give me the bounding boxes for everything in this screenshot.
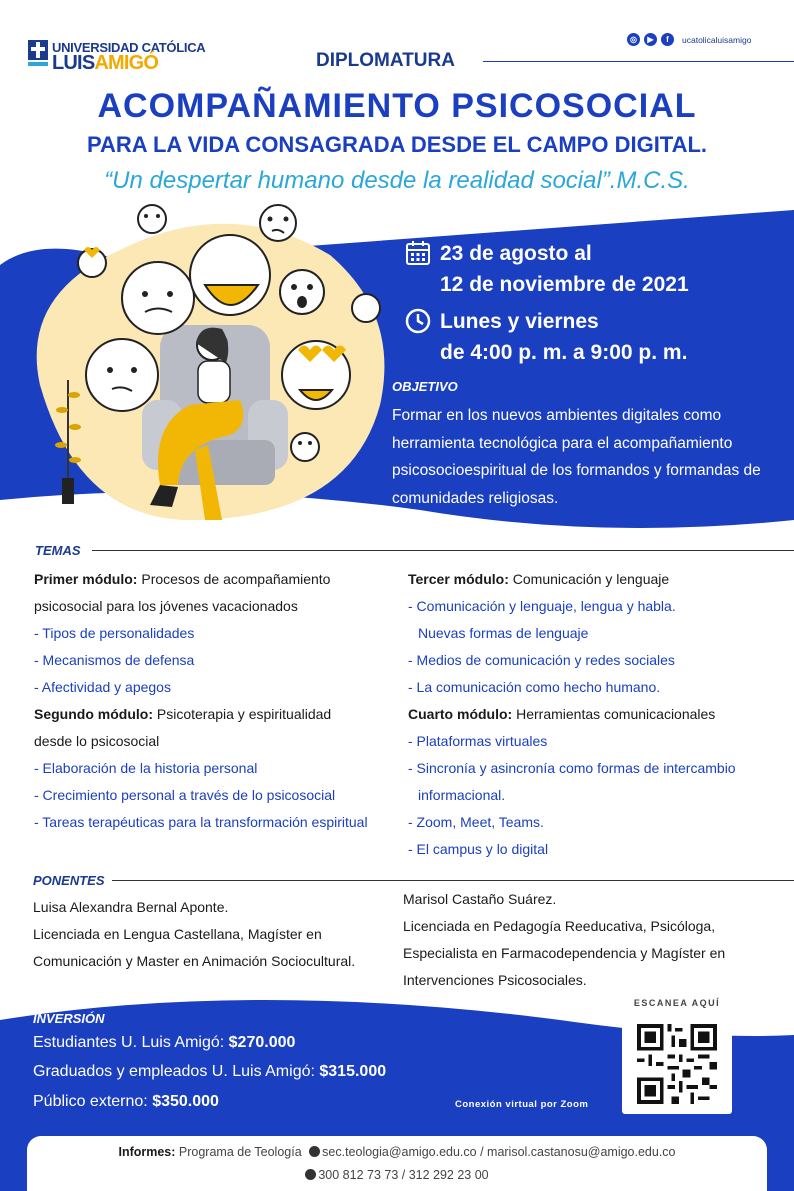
qr-code-icon[interactable]	[637, 1024, 717, 1104]
logo-name: LUISAMIGÓ	[52, 52, 159, 74]
tagline-quote: “Un despertar humano desde la realidad social”.M.C.S.	[104, 167, 690, 194]
schedule-hours	[440, 306, 687, 368]
end-date: 12 de noviembre de 2021	[440, 273, 689, 296]
schedule-dates	[440, 238, 689, 300]
topic-item: - La comunicación como hecho humano.	[408, 679, 661, 695]
divider	[112, 880, 794, 881]
facebook-icon[interactable]: f	[661, 33, 674, 46]
speaker-2-bio-line: Especialista en Farmacodependencia y Magíster en	[403, 945, 726, 961]
speaker-2-name: Marisol Castaño Suárez.	[403, 891, 557, 907]
email-icon	[309, 1146, 320, 1157]
inversion-label: INVERSIÓN	[33, 1011, 105, 1026]
email-link[interactable]: sec.teologia@amigo.edu.co	[322, 1145, 477, 1159]
topic-item: - Crecimiento personal a través de lo psicosocial	[34, 787, 336, 803]
zoom-note: Conexión virtual por Zoom	[455, 1099, 589, 1110]
topic-item: - Afectividad y apegos	[34, 679, 171, 695]
university-logo-icon	[28, 40, 48, 68]
social-links	[627, 33, 751, 46]
phone-icon	[305, 1169, 316, 1180]
price-row: Graduados y empleados U. Luis Amigó: $315.000	[33, 1063, 387, 1080]
module-heading: Segundo módulo: Psicoterapia y espiritualidad	[34, 706, 332, 722]
topic-item: Nuevas formas de lenguaje	[418, 625, 589, 641]
page-subtitle: PARA LA VIDA CONSAGRADA DESDE EL CAMPO DIGITAL.	[86, 132, 708, 157]
topic-item: - Comunicación y lenguaje, lengua y habla.	[408, 598, 676, 614]
topic-item: - Sincronía y asincronía como formas de intercambio	[408, 760, 736, 776]
module-heading: Primer módulo: Procesos de acompañamiento	[34, 571, 331, 587]
ponentes-label: PONENTES	[33, 873, 105, 888]
topic-item: - El campus y lo digital	[408, 841, 549, 857]
email-link[interactable]: marisol.castanosu@amigo.edu.co	[487, 1145, 676, 1159]
temas-left-column	[34, 566, 404, 836]
topic-item: informacional.	[418, 787, 506, 803]
clock-icon	[405, 308, 431, 334]
topic-item: - Tipos de personalidades	[34, 625, 195, 641]
speaker-1	[33, 894, 403, 975]
contact-line: Informes: Programa de Teología sec.teologia@amigo.edu.co / marisol.castanosu@amigo.edu.co	[118, 1145, 676, 1159]
speaker-2-bio-line: Licenciada en Pedagogía Reeducativa, Psicóloga,	[403, 918, 716, 934]
temas-right-column	[408, 566, 788, 863]
module-heading-continued: desde lo psicosocial	[34, 733, 160, 749]
calendar-icon	[405, 240, 431, 266]
phone-numbers[interactable]: 300 812 73 73 / 312 292 23 00	[318, 1168, 489, 1182]
class-days: Lunes y viernes	[440, 310, 599, 333]
divider	[92, 550, 794, 551]
informes-label: Informes:	[118, 1145, 176, 1159]
temas-label: TEMAS	[35, 543, 81, 558]
phone-line	[0, 1168, 794, 1182]
module-heading: Tercer módulo: Comunicación y lenguaje	[408, 571, 670, 587]
objective-label: OBJETIVO	[392, 379, 458, 394]
topic-item: - Medios de comunicación y redes sociales	[408, 652, 675, 668]
topic-item: - Tareas terapéuticas para la transformación espiritual	[34, 814, 368, 830]
logo-university-text: UNIVERSIDAD CATÓLICA	[52, 40, 206, 55]
social-handle: ucatolicaluisamigo	[682, 34, 752, 45]
speaker-2-bio-line: Intervenciones Psicosociales.	[403, 972, 587, 988]
module-heading-continued: psicosocial para los jóvenes vacacionados	[34, 598, 298, 614]
price-row: Público externo: $350.000	[33, 1093, 219, 1110]
qr-caption: ESCANEA AQUÍ	[622, 994, 732, 1012]
topic-item: - Plataformas virtuales	[408, 733, 548, 749]
woman-with-emojis-illustration	[0, 195, 400, 535]
youtube-icon[interactable]: ▶	[644, 33, 657, 46]
divider	[483, 61, 794, 62]
class-time: de 4:00 p. m. a 9:00 p. m.	[440, 341, 688, 364]
speaker-2	[403, 886, 783, 994]
start-date: 23 de agosto al	[440, 242, 592, 265]
speaker-1-name: Luisa Alexandra Bernal Aponte.	[33, 899, 229, 915]
price-row: Estudiantes U. Luis Amigó: $270.000	[33, 1034, 296, 1051]
module-heading: Cuarto módulo: Herramientas comunicacionales	[408, 706, 716, 722]
qr-code-frame	[622, 1011, 732, 1114]
speaker-1-bio-line: Licenciada en Lengua Castellana, Magíster en	[33, 926, 322, 942]
topic-item: - Zoom, Meet, Teams.	[408, 814, 544, 830]
speaker-1-bio-line: Comunicación y Master en Animación Sociocultural.	[33, 953, 356, 969]
topic-item: - Elaboración de la historia personal	[34, 760, 258, 776]
topic-item: - Mecanismos de defensa	[34, 652, 195, 668]
instagram-icon[interactable]: ◎	[627, 33, 640, 46]
program-type: DIPLOMATURA	[316, 50, 455, 71]
page-title: ACOMPAÑAMIENTO PSICOSOCIAL	[97, 87, 697, 125]
objective-text: Formar en los nuevos ambientes digitales como herramienta tecnológica para el acompañamiento psicosocioespiritual de los formandos y formandas de comunidades religiosas.	[392, 407, 761, 507]
